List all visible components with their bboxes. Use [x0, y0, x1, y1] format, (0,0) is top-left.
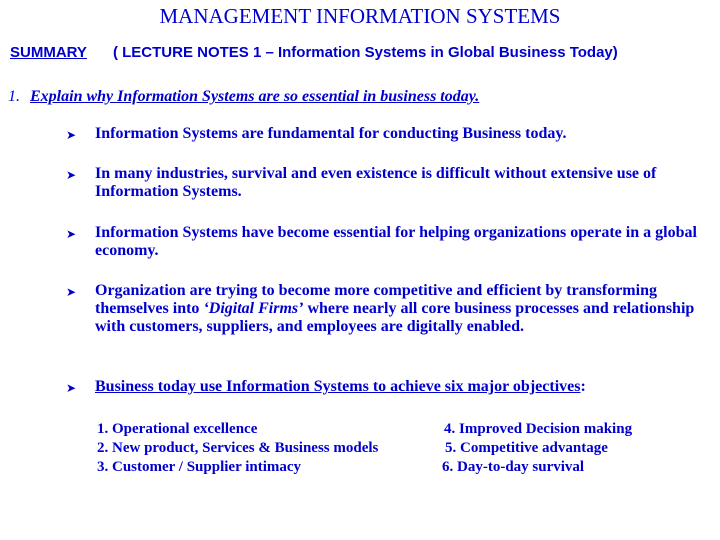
- objectives-intro: Business today use Information Systems to achieve six major objectives: [95, 378, 581, 395]
- bullet-text-part: where nearly all core business processes and relationship with customers, suppliers, and employees are digitally enabled.: [95, 300, 695, 335]
- bullet-item: [66, 224, 711, 260]
- objective-item: 3. Customer / Supplier intimacy: [97, 459, 302, 475]
- bullet-text-part: Organization are trying to become more competitive and efficient by transforming themselves into: [95, 282, 657, 317]
- objective-item: 5. Competitive advantage: [445, 440, 608, 456]
- objective-item: 4. Improved Decision making: [444, 421, 633, 437]
- objectives-intro-colon: :: [580, 378, 586, 395]
- summary-label: SUMMARY: [10, 44, 87, 61]
- question-text: Explain why Information Systems are so essential in business today.: [30, 88, 480, 105]
- bullet-text: In many industries, survival and even existence is difficult without extensive use of Information Systems.: [95, 165, 657, 200]
- summary-line: [10, 44, 618, 62]
- digital-firms-term: ‘Digital Firms’: [203, 300, 304, 317]
- lecture-notes-heading: ( LECTURE NOTES 1 – Information Systems in Global Business Today): [112, 44, 618, 61]
- arrowhead-bullet-icon: ➤: [66, 168, 77, 182]
- bullet-item: [66, 165, 711, 201]
- bullet-item: [66, 282, 711, 336]
- bullet-text: Information Systems have become essential for helping organizations operate in a global economy.: [95, 224, 697, 259]
- bullet-text: Information Systems are fundamental for conducting Business today.: [95, 125, 567, 142]
- bullet-item: [66, 125, 711, 143]
- page-title: MANAGEMENT INFORMATION SYSTEMS: [159, 4, 561, 28]
- objective-item: 1. Operational excellence: [97, 421, 258, 437]
- arrowhead-bullet-icon: ➤: [66, 381, 77, 395]
- bullet-item: [66, 378, 711, 396]
- question-number: 1.: [8, 88, 20, 105]
- objective-item: 2. New product, Services & Business models: [97, 440, 379, 456]
- arrowhead-bullet-icon: ➤: [66, 128, 77, 142]
- arrowhead-bullet-icon: ➤: [66, 285, 77, 299]
- bullet-text: [95, 282, 711, 336]
- objective-item: 6. Day-to-day survival: [442, 459, 585, 475]
- bullet-text: [95, 378, 711, 396]
- arrowhead-bullet-icon: ➤: [66, 227, 77, 241]
- question-heading: [8, 87, 479, 106]
